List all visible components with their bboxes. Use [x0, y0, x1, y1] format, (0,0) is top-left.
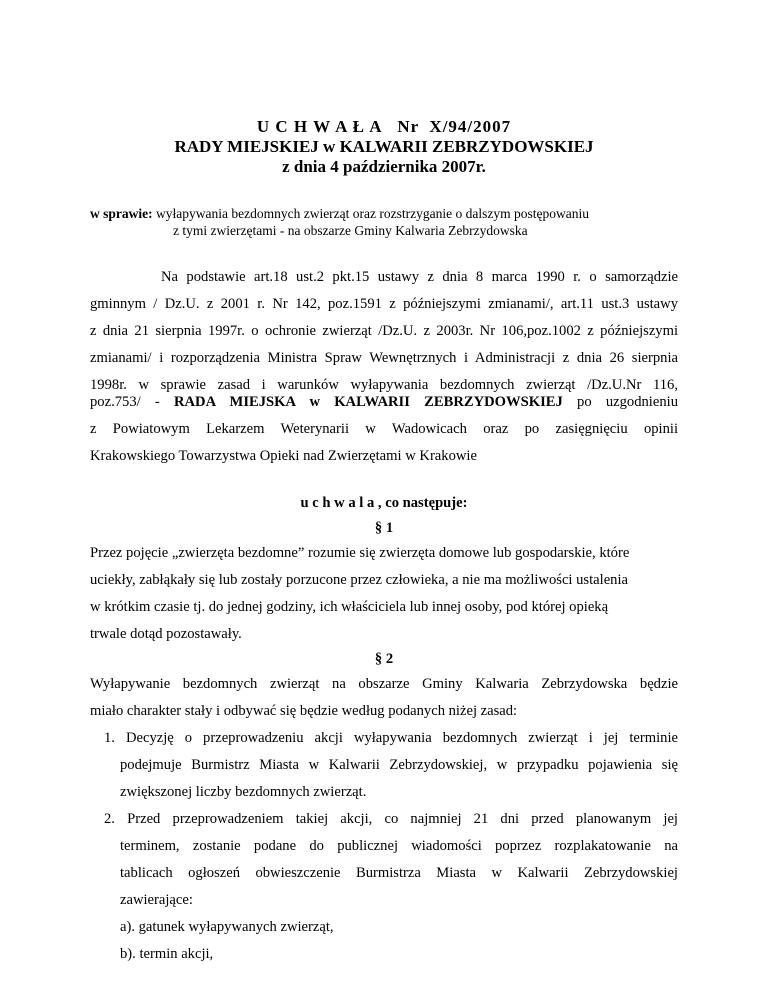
preamble-continuation: po uzgodnieniu — [562, 394, 678, 410]
preamble-line: Na podstawie art.18 ust.2 pkt.15 ustawy z dnia 8 marca 1990 r. o samorządzie — [161, 269, 678, 285]
sub-item-a: a). gatunek wyłapywanych zwierząt, — [120, 919, 334, 935]
preamble-line: 1998r. w sprawie zasad i warunków wyłapywania bezdomnych zwierząt /Dz.U.Nr 116, — [90, 377, 678, 393]
section-1-line: uciekły, zabłąkały się lub zostały porzucone przez człowieka, a nie ma możliwości ustalenia — [90, 572, 628, 588]
preamble-line — [90, 392, 678, 412]
resolution-date: z dnia 4 października 2007r. — [282, 157, 486, 176]
preamble-line: gminnym / Dz.U. z 2001 r. Nr 142, poz.1591 z późniejszymi zmianami/, art.11 ust.3 ustawy — [90, 296, 678, 312]
section-2-line: Wyłapywanie bezdomnych zwierząt na obszarze Gminy Kalwaria Zebrzydowska będzie — [90, 676, 678, 692]
section-1-heading: § 1 — [374, 520, 394, 536]
sub-item-b: b). termin akcji, — [120, 946, 214, 962]
list-item-2-cont: terminem, zostanie podane do publicznej wiadomości poprzez rozplakatowanie na — [120, 838, 678, 854]
section-1-line: Przez pojęcie „zwierzęta bezdomne” rozumie się zwierzęta domowe lub gospodarskie, które — [90, 545, 630, 561]
list-item-2-cont: zawierające: — [120, 892, 193, 908]
preamble-line: z Powiatowym Lekarzem Weterynarii w Wadowicach oraz po zasięgnięciu opinii — [90, 421, 678, 437]
list-item-1-cont: podejmuje Burmistrz Miasta w Kalwarii Zebrzydowskiej, w przypadku pojawienia się — [120, 757, 678, 773]
preamble-line: zmianami/ i rozporządzenia Ministra Spraw Wewnętrznych i Administracji z dnia 26 sierpnia — [90, 350, 678, 366]
list-item-1: 1. Decyzję o przeprowadzeniu akcji wyłapywania bezdomnych zwierząt i jej terminie — [104, 730, 678, 746]
list-item-2: 2. Przed przeprowadzeniem takiej akcji, co najmniej 21 dni przed planowanym jej — [104, 811, 678, 827]
council-mention: RADA MIEJSKA w KALWARII ZEBRZYDOWSKIEJ — [173, 394, 563, 410]
council-name: RADY MIEJSKIEJ w KALWARII ZEBRZYDOWSKIEJ — [174, 137, 594, 156]
subject-label: w sprawie: — [90, 206, 153, 221]
preamble-citation: poz.753/ - — [90, 394, 174, 410]
section-2-heading: § 2 — [374, 651, 394, 667]
section-1-line: trwale dotąd pozostawały. — [90, 626, 242, 642]
list-item-1-cont: zwiększonej liczby bezdomnych zwierząt. — [120, 784, 367, 800]
subject-block — [90, 205, 680, 238]
section-1-line: w krótkim czasie tj. do jednej godziny, ich właściciela lub innej osoby, pod której opieką — [90, 599, 609, 615]
resolution-number: U C H W A Ł A Nr X/94/2007 — [256, 117, 512, 136]
preamble-line: z dnia 21 sierpnia 1997r. o ochronie zwierząt /Dz.U. z 2003r. Nr 106,poz.1002 z późniejszymi — [90, 323, 678, 339]
resolves-heading: u c h w a l a , co następuje: — [300, 495, 468, 511]
section-2-line: miało charakter stały i odbywać się będzie według podanych niżej zasad: — [90, 703, 518, 719]
subject-text-line2: z tymi zwierzętami - na obszarze Gminy Kalwaria Zebrzydowska — [173, 223, 528, 238]
list-item-2-cont: tablicach ogłoszeń obwieszczenie Burmistrza Miasta w Kalwarii Zebrzydowskiej — [120, 865, 678, 881]
preamble-line: Krakowskiego Towarzystwa Opieki nad Zwierzętami w Krakowie — [90, 448, 477, 464]
subject-text-line1: wyłapywania bezdomnych zwierząt oraz rozstrzyganie o dalszym postępowaniu — [156, 206, 589, 221]
